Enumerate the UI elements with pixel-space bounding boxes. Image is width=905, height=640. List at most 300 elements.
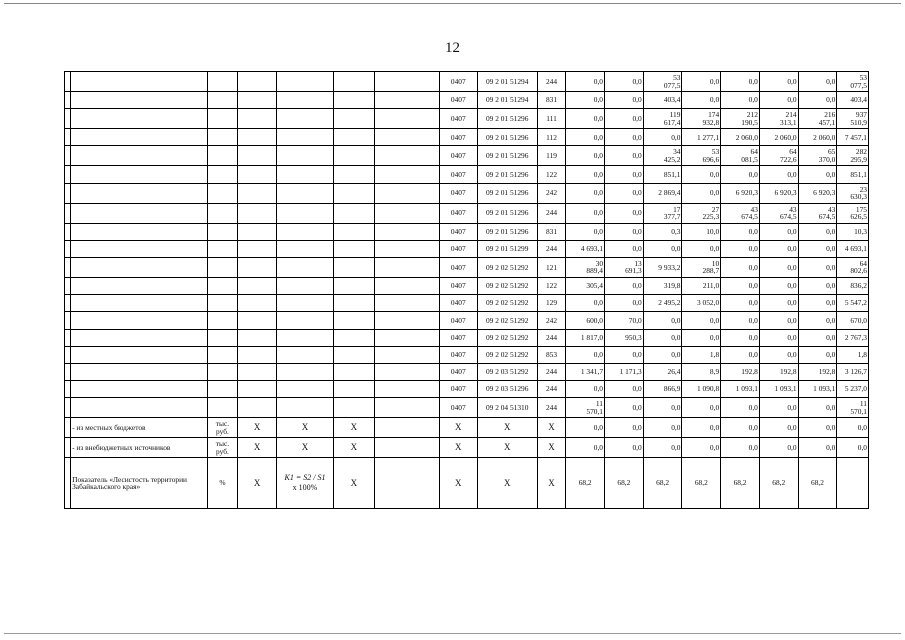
empty-cell bbox=[374, 346, 439, 363]
local-budgets-row bbox=[65, 418, 869, 438]
budget-table bbox=[64, 71, 869, 509]
empty-cell bbox=[207, 363, 238, 380]
table-row bbox=[65, 398, 869, 418]
value-cell: 1,8 bbox=[682, 346, 721, 363]
x-mark-cell: X bbox=[439, 458, 477, 509]
value-cell: 0,0 bbox=[605, 381, 644, 398]
top-scan-edge bbox=[4, 3, 901, 4]
empty-cell bbox=[238, 72, 277, 92]
table-row bbox=[65, 329, 869, 346]
value-cell: 1 817,0 bbox=[566, 329, 605, 346]
value-cell: 0,0 bbox=[566, 223, 605, 240]
value-cell: 0,0 bbox=[837, 438, 869, 458]
value-cell: 2 060,0 bbox=[798, 129, 837, 146]
value-cell: 65 370,0 bbox=[798, 146, 837, 166]
extrabudget-row bbox=[65, 438, 869, 458]
section-code-cell: 0407 bbox=[439, 203, 477, 223]
value-cell: 68,2 bbox=[643, 458, 682, 509]
value-cell: 0,0 bbox=[759, 257, 798, 277]
target-article-cell: 09 2 01 51296 bbox=[477, 223, 537, 240]
empty-cell bbox=[71, 363, 208, 380]
empty-cell bbox=[374, 295, 439, 312]
value-cell: 68,2 bbox=[605, 458, 644, 509]
forest-cover-indicator-row bbox=[65, 458, 869, 509]
empty-cell bbox=[207, 257, 238, 277]
value-cell: 0,0 bbox=[605, 418, 644, 438]
empty-cell bbox=[207, 129, 238, 146]
value-cell: 10,3 bbox=[837, 223, 869, 240]
section-code-cell: 0407 bbox=[439, 257, 477, 277]
value-cell: 0,0 bbox=[566, 418, 605, 438]
empty-cell bbox=[207, 223, 238, 240]
x-mark-cell: X bbox=[238, 438, 277, 458]
empty-cell bbox=[334, 183, 375, 203]
empty-cell bbox=[374, 129, 439, 146]
empty-cell bbox=[238, 129, 277, 146]
formula-sub: x 100% bbox=[292, 483, 318, 493]
value-cell: 34 425,2 bbox=[643, 146, 682, 166]
empty-cell bbox=[71, 240, 208, 257]
empty-cell bbox=[334, 312, 375, 329]
value-cell: 11 570,1 bbox=[566, 398, 605, 418]
value-cell: 4 693,1 bbox=[566, 240, 605, 257]
empty-cell bbox=[374, 240, 439, 257]
expense-type-cell: 244 bbox=[537, 72, 566, 92]
empty-cell bbox=[374, 458, 439, 509]
value-cell: 2 767,3 bbox=[837, 329, 869, 346]
table-row bbox=[65, 363, 869, 380]
expense-type-cell: 111 bbox=[537, 109, 566, 129]
empty-cell bbox=[71, 329, 208, 346]
formula-main: K1 = S2 / S1 bbox=[284, 473, 326, 483]
empty-cell bbox=[238, 240, 277, 257]
value-cell: 212 190,5 bbox=[721, 109, 760, 129]
x-mark-cell: X bbox=[537, 458, 566, 509]
empty-cell bbox=[276, 72, 333, 92]
empty-cell bbox=[238, 109, 277, 129]
value-cell: 0,0 bbox=[721, 72, 760, 92]
value-cell: 26,4 bbox=[643, 363, 682, 380]
value-cell: 0,0 bbox=[721, 223, 760, 240]
empty-cell bbox=[207, 183, 238, 203]
value-cell: 0,0 bbox=[721, 166, 760, 183]
unit-cell: тыс. руб. bbox=[207, 418, 238, 438]
value-cell: 1 093,1 bbox=[759, 381, 798, 398]
row-label-cell: Показатель «Лесистость территории Забайкальского края» bbox=[71, 458, 208, 509]
section-code-cell: 0407 bbox=[439, 312, 477, 329]
empty-cell bbox=[207, 240, 238, 257]
value-cell: 937 510,9 bbox=[837, 109, 869, 129]
empty-cell bbox=[238, 295, 277, 312]
value-cell: 0,0 bbox=[721, 277, 760, 294]
value-cell: 0,0 bbox=[566, 295, 605, 312]
expense-type-cell: 244 bbox=[537, 381, 566, 398]
value-cell: 0,0 bbox=[682, 438, 721, 458]
section-code-cell: 0407 bbox=[439, 129, 477, 146]
table-row bbox=[65, 146, 869, 166]
value-cell: 0,0 bbox=[605, 183, 644, 203]
formula-cell bbox=[276, 458, 333, 509]
empty-cell bbox=[374, 418, 439, 438]
page-number: 12 bbox=[445, 40, 460, 56]
expense-type-cell: 122 bbox=[537, 277, 566, 294]
value-cell: 950,3 bbox=[605, 329, 644, 346]
target-article-cell: 09 2 02 51292 bbox=[477, 257, 537, 277]
value-cell: 0,0 bbox=[605, 166, 644, 183]
row-label-cell: - из внебюджетных источников bbox=[71, 438, 208, 458]
value-cell: 0,0 bbox=[798, 277, 837, 294]
table-row bbox=[65, 257, 869, 277]
empty-cell bbox=[71, 398, 208, 418]
table-row bbox=[65, 109, 869, 129]
table-row bbox=[65, 223, 869, 240]
value-cell: 0,0 bbox=[721, 92, 760, 109]
empty-cell bbox=[276, 146, 333, 166]
section-code-cell: 0407 bbox=[439, 329, 477, 346]
value-cell: 0,0 bbox=[721, 240, 760, 257]
empty-cell bbox=[374, 438, 439, 458]
value-cell: 0,0 bbox=[566, 72, 605, 92]
empty-cell bbox=[238, 166, 277, 183]
value-cell: 13 691,3 bbox=[605, 257, 644, 277]
expense-type-cell: 244 bbox=[537, 203, 566, 223]
value-cell: 175 626,5 bbox=[837, 203, 869, 223]
target-article-cell: 09 2 01 51296 bbox=[477, 166, 537, 183]
value-cell: 0,0 bbox=[605, 438, 644, 458]
value-cell: 1 341,7 bbox=[566, 363, 605, 380]
value-cell: 0,0 bbox=[798, 438, 837, 458]
value-cell: 68,2 bbox=[798, 458, 837, 509]
section-code-cell: 0407 bbox=[439, 109, 477, 129]
empty-cell bbox=[71, 166, 208, 183]
empty-cell bbox=[374, 329, 439, 346]
value-cell: 0,0 bbox=[605, 223, 644, 240]
value-cell: 851,1 bbox=[837, 166, 869, 183]
table-row bbox=[65, 72, 869, 92]
value-cell: 3 126,7 bbox=[837, 363, 869, 380]
value-cell: 0,0 bbox=[605, 92, 644, 109]
x-mark-cell: X bbox=[537, 438, 566, 458]
value-cell: 0,0 bbox=[798, 166, 837, 183]
empty-cell bbox=[334, 295, 375, 312]
empty-cell bbox=[238, 346, 277, 363]
value-cell: 53 077,5 bbox=[837, 72, 869, 92]
section-code-cell: 0407 bbox=[439, 183, 477, 203]
expense-type-cell: 121 bbox=[537, 257, 566, 277]
empty-cell bbox=[276, 109, 333, 129]
expense-type-cell: 119 bbox=[537, 146, 566, 166]
empty-cell bbox=[276, 277, 333, 294]
unit-cell: тыс. руб. bbox=[207, 438, 238, 458]
empty-cell bbox=[207, 72, 238, 92]
empty-cell bbox=[334, 398, 375, 418]
empty-cell bbox=[334, 240, 375, 257]
expense-type-cell: 122 bbox=[537, 166, 566, 183]
value-cell: 0,0 bbox=[643, 346, 682, 363]
value-cell: 3 052,0 bbox=[682, 295, 721, 312]
empty-cell bbox=[238, 92, 277, 109]
table-row bbox=[65, 166, 869, 183]
empty-cell bbox=[374, 381, 439, 398]
value-cell: 68,2 bbox=[682, 458, 721, 509]
value-cell: 27 225,3 bbox=[682, 203, 721, 223]
value-cell: 1,8 bbox=[837, 346, 869, 363]
expense-type-cell: 831 bbox=[537, 92, 566, 109]
value-cell: 192,8 bbox=[759, 363, 798, 380]
section-code-cell: 0407 bbox=[439, 146, 477, 166]
empty-cell bbox=[207, 295, 238, 312]
value-cell: 0,0 bbox=[566, 166, 605, 183]
value-cell: 10,0 bbox=[682, 223, 721, 240]
section-code-cell: 0407 bbox=[439, 381, 477, 398]
empty-cell bbox=[276, 312, 333, 329]
x-mark-cell: X bbox=[334, 438, 375, 458]
section-code-cell: 0407 bbox=[439, 363, 477, 380]
value-cell: 211,0 bbox=[682, 277, 721, 294]
table-row bbox=[65, 277, 869, 294]
x-mark-cell: X bbox=[238, 418, 277, 438]
empty-cell bbox=[238, 363, 277, 380]
table-row bbox=[65, 346, 869, 363]
empty-cell bbox=[207, 146, 238, 166]
target-article-cell: 09 2 01 51296 bbox=[477, 129, 537, 146]
empty-cell bbox=[334, 146, 375, 166]
empty-cell bbox=[276, 381, 333, 398]
value-cell: 0,0 bbox=[798, 92, 837, 109]
empty-cell bbox=[71, 295, 208, 312]
empty-cell bbox=[207, 312, 238, 329]
value-cell: 0,0 bbox=[798, 418, 837, 438]
x-mark-cell: X bbox=[334, 458, 375, 509]
x-mark-cell: X bbox=[477, 418, 537, 438]
value-cell: 0,0 bbox=[798, 312, 837, 329]
value-cell: 0,0 bbox=[566, 92, 605, 109]
empty-cell bbox=[374, 92, 439, 109]
value-cell: 403,4 bbox=[643, 92, 682, 109]
value-cell: 17 377,7 bbox=[643, 203, 682, 223]
value-cell: 0,0 bbox=[721, 312, 760, 329]
x-mark-cell: X bbox=[238, 458, 277, 509]
value-cell: 11 570,1 bbox=[837, 398, 869, 418]
empty-cell bbox=[374, 183, 439, 203]
value-cell: 0,0 bbox=[566, 203, 605, 223]
expense-type-cell: 831 bbox=[537, 223, 566, 240]
target-article-cell: 09 2 01 51296 bbox=[477, 109, 537, 129]
value-cell: 0,0 bbox=[605, 398, 644, 418]
value-cell: 0,0 bbox=[759, 312, 798, 329]
x-mark-cell: X bbox=[537, 418, 566, 438]
expense-type-cell: 853 bbox=[537, 346, 566, 363]
empty-cell bbox=[71, 72, 208, 92]
value-cell: 282 295,9 bbox=[837, 146, 869, 166]
empty-cell bbox=[207, 109, 238, 129]
value-cell: 0,0 bbox=[759, 418, 798, 438]
value-cell: 0,0 bbox=[605, 72, 644, 92]
value-cell: 0,0 bbox=[759, 92, 798, 109]
value-cell: 6 920,3 bbox=[798, 183, 837, 203]
expense-type-cell: 129 bbox=[537, 295, 566, 312]
empty-cell bbox=[334, 203, 375, 223]
empty-cell bbox=[238, 277, 277, 294]
value-cell: 0,0 bbox=[798, 398, 837, 418]
x-mark-cell: X bbox=[276, 438, 333, 458]
value-cell: 0,0 bbox=[798, 240, 837, 257]
value-cell: 0,0 bbox=[643, 418, 682, 438]
empty-cell bbox=[207, 277, 238, 294]
value-cell: 43 674,5 bbox=[798, 203, 837, 223]
empty-cell bbox=[374, 363, 439, 380]
x-mark-cell: X bbox=[477, 438, 537, 458]
empty-cell bbox=[238, 381, 277, 398]
empty-cell bbox=[238, 398, 277, 418]
value-cell: 2 495,2 bbox=[643, 295, 682, 312]
empty-cell bbox=[207, 346, 238, 363]
empty-cell bbox=[238, 203, 277, 223]
empty-cell bbox=[276, 223, 333, 240]
value-cell: 0,0 bbox=[682, 72, 721, 92]
empty-cell bbox=[276, 240, 333, 257]
empty-cell bbox=[71, 92, 208, 109]
value-cell: 2 869,4 bbox=[643, 183, 682, 203]
value-cell: 851,1 bbox=[643, 166, 682, 183]
value-cell: 0,0 bbox=[759, 166, 798, 183]
value-cell: 68,2 bbox=[721, 458, 760, 509]
value-cell: 0,0 bbox=[759, 277, 798, 294]
value-cell: 0,0 bbox=[682, 329, 721, 346]
value-cell: 0,0 bbox=[605, 295, 644, 312]
empty-cell bbox=[276, 166, 333, 183]
empty-cell bbox=[334, 363, 375, 380]
value-cell: 53 077,5 bbox=[643, 72, 682, 92]
expense-type-cell: 244 bbox=[537, 329, 566, 346]
value-cell: 0,0 bbox=[605, 346, 644, 363]
target-article-cell: 09 2 03 51296 bbox=[477, 381, 537, 398]
value-cell: 0,0 bbox=[759, 398, 798, 418]
empty-cell bbox=[276, 129, 333, 146]
empty-cell bbox=[276, 398, 333, 418]
empty-cell bbox=[374, 203, 439, 223]
empty-cell bbox=[276, 92, 333, 109]
empty-cell bbox=[334, 166, 375, 183]
value-cell: 0,0 bbox=[566, 183, 605, 203]
section-code-cell: 0407 bbox=[439, 398, 477, 418]
value-cell: 0,0 bbox=[721, 398, 760, 418]
table-row bbox=[65, 203, 869, 223]
empty-cell bbox=[334, 381, 375, 398]
value-cell: 0,0 bbox=[605, 129, 644, 146]
value-cell: 0,0 bbox=[759, 72, 798, 92]
value-cell: 0,0 bbox=[759, 438, 798, 458]
empty-cell bbox=[71, 312, 208, 329]
value-cell: 192,8 bbox=[721, 363, 760, 380]
value-cell: 0,0 bbox=[682, 166, 721, 183]
value-cell: 1 093,1 bbox=[721, 381, 760, 398]
value-cell: 0,0 bbox=[605, 203, 644, 223]
value-cell: 0,0 bbox=[643, 129, 682, 146]
empty-cell bbox=[334, 92, 375, 109]
empty-cell bbox=[238, 146, 277, 166]
value-cell: 0,0 bbox=[566, 129, 605, 146]
empty-cell bbox=[276, 183, 333, 203]
value-cell: 0,0 bbox=[759, 329, 798, 346]
empty-cell bbox=[238, 183, 277, 203]
x-mark-cell: X bbox=[439, 438, 477, 458]
value-cell: 0,0 bbox=[798, 257, 837, 277]
section-code-cell: 0407 bbox=[439, 295, 477, 312]
value-cell: 0,0 bbox=[643, 329, 682, 346]
empty-cell bbox=[71, 203, 208, 223]
empty-cell bbox=[71, 129, 208, 146]
empty-cell bbox=[374, 109, 439, 129]
target-article-cell: 09 2 01 51299 bbox=[477, 240, 537, 257]
empty-cell bbox=[238, 312, 277, 329]
value-cell: 0,0 bbox=[682, 312, 721, 329]
empty-cell bbox=[334, 257, 375, 277]
value-cell: 64 722,6 bbox=[759, 146, 798, 166]
x-mark-cell: X bbox=[334, 418, 375, 438]
empty-cell bbox=[374, 223, 439, 240]
expense-type-cell: 242 bbox=[537, 183, 566, 203]
x-mark-cell: X bbox=[477, 458, 537, 509]
value-cell: 866,9 bbox=[643, 381, 682, 398]
expense-type-cell: 244 bbox=[537, 398, 566, 418]
empty-cell bbox=[71, 277, 208, 294]
value-cell: 9 933,2 bbox=[643, 257, 682, 277]
value-cell: 0,0 bbox=[605, 146, 644, 166]
empty-cell bbox=[374, 72, 439, 92]
empty-cell bbox=[71, 183, 208, 203]
empty-cell bbox=[238, 223, 277, 240]
value-cell: 0,0 bbox=[682, 398, 721, 418]
value-cell: 0,0 bbox=[566, 438, 605, 458]
expense-type-cell: 112 bbox=[537, 129, 566, 146]
table-row bbox=[65, 295, 869, 312]
value-cell: 2 060,0 bbox=[759, 129, 798, 146]
target-article-cell: 09 2 02 51292 bbox=[477, 277, 537, 294]
empty-cell bbox=[207, 329, 238, 346]
expense-type-cell: 244 bbox=[537, 363, 566, 380]
value-cell: 64 081,5 bbox=[721, 146, 760, 166]
empty-cell bbox=[276, 329, 333, 346]
value-cell: 0,0 bbox=[759, 223, 798, 240]
value-cell: 670,0 bbox=[837, 312, 869, 329]
value-cell: 600,0 bbox=[566, 312, 605, 329]
value-cell: 0,0 bbox=[759, 240, 798, 257]
value-cell: 0,0 bbox=[798, 295, 837, 312]
value-cell: 6 920,3 bbox=[759, 183, 798, 203]
empty-cell bbox=[276, 363, 333, 380]
target-article-cell: 09 2 02 51292 bbox=[477, 346, 537, 363]
value-cell: 0,0 bbox=[682, 183, 721, 203]
value-cell: 192,8 bbox=[798, 363, 837, 380]
row-label-cell: - из местных бюджетов bbox=[71, 418, 208, 438]
value-cell: 216 457,1 bbox=[798, 109, 837, 129]
empty-cell bbox=[334, 277, 375, 294]
empty-cell bbox=[276, 346, 333, 363]
table-row bbox=[65, 312, 869, 329]
value-cell bbox=[837, 458, 869, 509]
empty-cell bbox=[334, 72, 375, 92]
value-cell: 0,0 bbox=[643, 438, 682, 458]
target-article-cell: 09 2 01 51296 bbox=[477, 203, 537, 223]
empty-cell bbox=[334, 109, 375, 129]
empty-cell bbox=[334, 223, 375, 240]
empty-cell bbox=[374, 398, 439, 418]
value-cell: 0,0 bbox=[682, 92, 721, 109]
section-code-cell: 0407 bbox=[439, 223, 477, 240]
empty-cell bbox=[71, 146, 208, 166]
target-article-cell: 09 2 02 51292 bbox=[477, 295, 537, 312]
